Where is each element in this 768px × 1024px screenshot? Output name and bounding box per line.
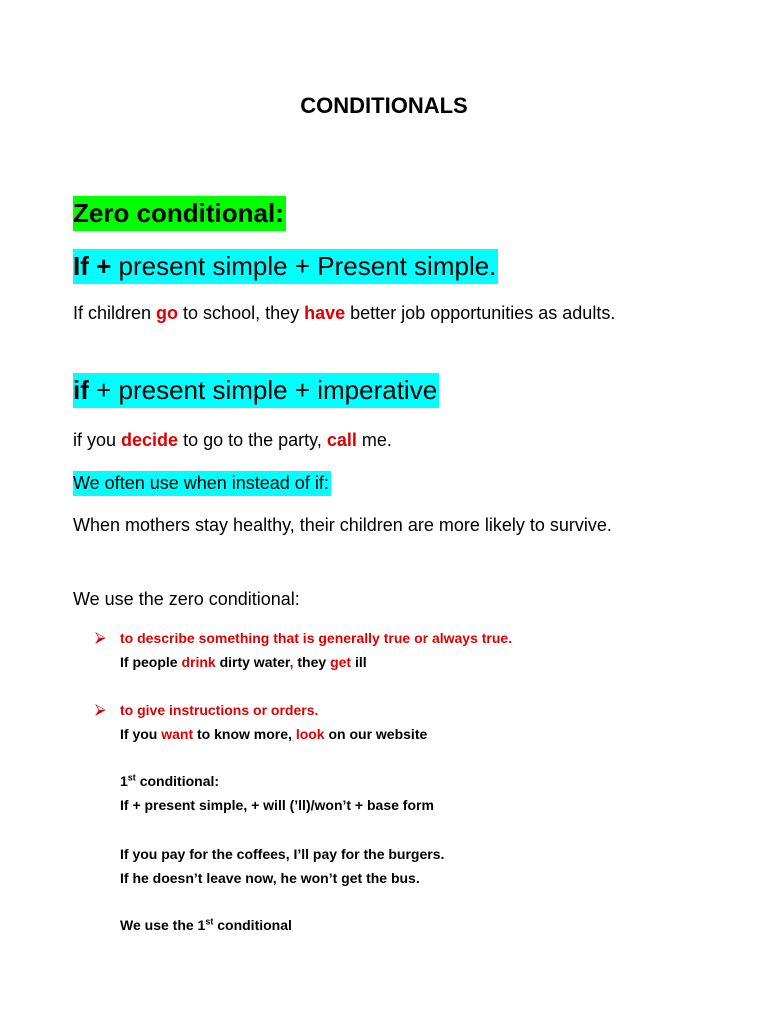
zero-conditional-heading <box>73 195 286 231</box>
zero-example-1 <box>73 298 694 328</box>
zero-example-1-text: If children <box>73 303 157 323</box>
zero-formula-1-rest: present simple + Present simple. <box>111 251 497 281</box>
bullet-1-example-text: If people <box>120 654 182 670</box>
zero-example-2-text: if you <box>73 430 122 450</box>
bullet-1-verb-drink: drink <box>181 654 216 670</box>
first-conditional-heading-text: conditional: <box>135 773 220 789</box>
bullet-1-comma: , <box>289 654 294 670</box>
zero-example-3: When mothers stay healthy, their children are more likely to survive. <box>73 515 612 535</box>
arrowhead-bullet-icon: ⮚ <box>95 629 106 646</box>
zero-formula-2-highlight <box>73 373 439 408</box>
bullet-1-verb-get: get <box>330 654 352 670</box>
first-conditional-example-1: If you pay for the coffees, I’ll pay for the burgers. <box>120 846 445 862</box>
bullet-2-example-text: If you <box>120 726 162 742</box>
when-note-text: We often use when instead of if: <box>73 471 331 496</box>
bullet-1-example-text: ill <box>351 654 367 670</box>
first-conditional-use-ordinal: st <box>205 916 214 927</box>
zero-formula-2-if: if <box>73 375 89 405</box>
first-conditional-example-2: If he doesn’t leave now, he won’t get the bus. <box>120 870 420 886</box>
zero-example-1-text: better job opportunities as adults. <box>345 303 616 323</box>
bullet-1-example-text: dirty water <box>215 654 290 670</box>
zero-example-2 <box>73 425 694 455</box>
zero-example-2-verb-decide: decide <box>121 430 179 450</box>
bullet-2-example-text: to know more, <box>193 726 296 742</box>
zero-formula-1-highlight <box>73 249 498 284</box>
zero-example-1-text: to school, they <box>178 303 305 323</box>
zero-example-2-text: me. <box>356 430 392 450</box>
zero-example-1-verb-have: have <box>304 303 346 323</box>
zero-use-intro: We use the zero conditional: <box>73 589 300 609</box>
bullet-1-example-text: they <box>293 654 331 670</box>
page-title: CONDITIONALS <box>300 93 468 118</box>
zero-example-2-text: to go to the party, <box>178 430 327 450</box>
zero-formula-1 <box>73 248 498 284</box>
zero-example-1-verb-go: go <box>156 303 179 323</box>
first-conditional-ordinal: st <box>127 772 136 783</box>
zero-conditional-heading-text: Zero conditional: <box>73 196 286 231</box>
bullet-2-example <box>120 722 427 746</box>
bullet-2-verb-want: want <box>161 726 194 742</box>
bullet-1-example <box>120 650 367 674</box>
first-conditional-number: 1 <box>120 773 128 789</box>
first-conditional-use-text: conditional <box>213 917 292 933</box>
bullet-2-verb-look: look <box>295 726 325 742</box>
bullet-1-heading <box>120 626 512 650</box>
zero-formula-2 <box>73 372 439 408</box>
first-conditional-use-text: We use the 1 <box>120 917 206 933</box>
first-conditional-formula: If + present simple, + will (’ll)/won’t + base form <box>120 797 434 813</box>
zero-example-2-verb-call: call <box>326 430 357 450</box>
bullet-2-example-text: on our website <box>324 726 428 742</box>
first-conditional-use <box>120 913 292 937</box>
bullet-1-heading-text: to describe something that is generally true or always true. <box>120 630 513 646</box>
when-note <box>73 468 694 498</box>
zero-formula-2-rest: + present simple + imperative <box>88 375 438 405</box>
first-conditional-heading <box>120 769 219 793</box>
arrowhead-bullet-icon: ⮚ <box>95 701 106 718</box>
bullet-2-heading <box>120 698 318 722</box>
zero-formula-1-if: If + <box>73 251 112 281</box>
bullet-2-heading-text: to give instructions or orders. <box>120 702 319 718</box>
